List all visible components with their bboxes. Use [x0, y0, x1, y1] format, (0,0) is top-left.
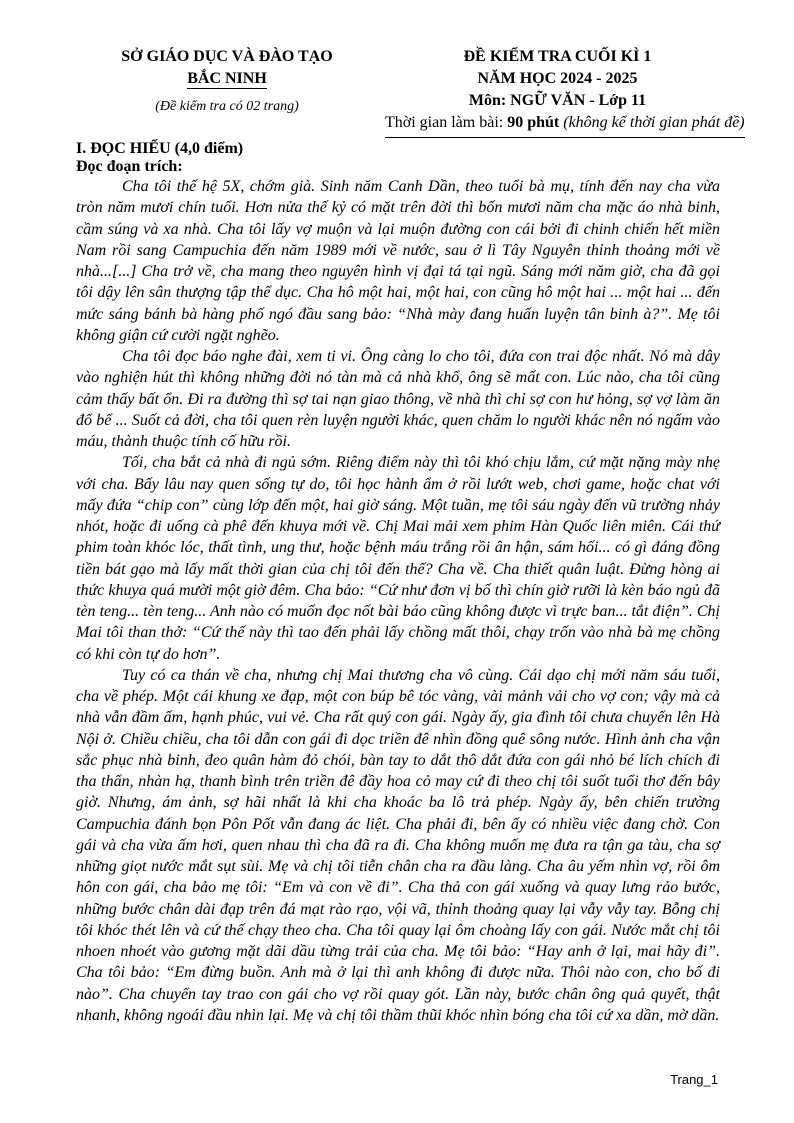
time-note: (không kể thời gian phát đề) — [559, 114, 745, 131]
exam-title: ĐỀ KIỂM TRA CUỐI KÌ 1 — [463, 48, 652, 65]
page-count-note: (Đề kiểm tra có 02 trang) — [155, 99, 299, 114]
time-value: 90 phút — [507, 114, 560, 131]
section-intro: Đọc đoạn trích: — [76, 158, 183, 175]
passage-paragraph: Tuy có ca thán về cha, nhưng chị Mai thương cha vô cùng. Cái dạo chị mới năm sáu tuổi, cha về phép. Một cái khung xe đạp, một con búp bê tóc vàng, vài mảnh vải cho vợ con; vậy mà cả nhà vẫn đầm ấm, hạnh phúc, vui vẻ. Cha rất quý con gái. Ngày ấy, gia đình tôi chưa chuyển lên Hà Nội ở. Chiều chiều, cha tôi dẫn con gái đi dọc triền đê nhìn đồng quê sông nước. Hình ảnh cha vận sắc phục nhà binh, đeo quân hàm đỏ chói, bàn tay to dắt thô dắt đứa con gái nhỏ bé lích chích đi tha thẩn, nhàn hạ, thanh bình trên triền đê đầy hoa cỏ may cứ đi theo chị tôi suốt tuổi thơ đến bây giờ. Nhưng, ám ảnh, sợ hãi nhất là khi cha khoác ba lô trả phép. Ngày ấy, bên chiến trường Campuchia đánh bọn Pôn Pốt vẫn đang ác liệt. Cha phải đi, bên ấy có nhiều việc đang chờ. Con gái và cha vừa ấm hơi, quen nhau thì cha đã ra đi. Cha không muốn mẹ đưa ra tận ga tàu, cha sợ những giọt nước mắt sụt sùi. Mẹ và chị tôi tiễn chân cha ra đầu làng. Cha âu yếm nhìn vợ, rồi ôm hôn con gái, cha bảo mẹ tôi: “Em và con về đi”. Cha thả con gái xuống và quay lưng rảo bước, những bước chân dài đạp trên đá mạt rào rạo, vội vã, thỉnh thoảng quay lại vẫy vẫy tay. Bỗng chị tôi khóc thét lên và cứ thế chạy theo cha. Cha tôi quay lại ôm choàng lấy con gái. Nước mắt chị tôi nhoen nhoét vào gương mặt dãi dầu từng trải của cha. Mẹ tôi bảo: “Hay anh ở lại, mai hãy đi”. Cha tôi bảo: “Em đừng buồn. Anh mà ở lại thì anh không đi được nữa. Thôi nào con, cho bố đi nào”. Cha chuyển tay trao con gái cho vợ rồi quay gót. Lần này, bước chân ông quả quyết, thật nhanh, không ngoái đầu nhìn lại. Mẹ và chị tôi thầm thũi khóc nhìn bóng cha tôi cứ xa dần, mờ dần. — [76, 666, 720, 1024]
department-name: SỞ GIÁO DỤC VÀ ĐÀO TẠO — [121, 48, 333, 65]
reading-section — [76, 140, 720, 1026]
page-number: Trang_1 — [670, 1072, 718, 1087]
time-label: Thời gian làm bài: — [385, 114, 508, 131]
province-name: BẮC NINH — [187, 70, 267, 87]
subject-line: Môn: NGỮ VĂN - Lớp 11 — [468, 92, 647, 109]
passage-paragraph: Tối, cha bắt cả nhà đi ngủ sớm. Riêng điểm này thì tôi khó chịu lắm, cứ mặt nặng mày nhẹ với cha. Bấy lâu nay quen sống tự do, tôi học hành ẩm ở rồi lướt web, chơi game, hoặc chat với mấy đứa “chip con” cùng lớp đến một, hai giờ sáng. Một tuần, mẹ tôi sáu ngày đến vũ trường nhảy nhót, hoặc đi uống cà phê đến khuya mới về. Chị Mai mải xem phim Hàn Quốc liên miên. Cái thứ phim toàn khóc lóc, thất tình, ung thư, hoặc bệnh máu trắng rồi ân hận, sám hối... có gì đáng đồng tiền bát gạo mà lấy mất thời gian của chị tôi đến thế? Cha về. Cha thiết quân luật. Đừng hòng ai thức khuya quá mười một giờ đêm. Cha bảo: “Cứ như đơn vị bố thì chín giờ rưỡi là kèn báo ngủ đã tèn teng... tèn teng... Anh nào có muốn đọc nốt bài báo cũng không được vì trực ban... tắt điện”. Chị Mai tôi than thở: “Cứ thế này thì tao đến phải lấy chồng mất thôi, chạy trốn vào nhà bà mẹ chồng có khi còn tự do hơn”. — [76, 454, 720, 663]
school-year: NĂM HỌC 2024 - 2025 — [477, 70, 638, 87]
passage-paragraph: Cha tôi thế hệ 5X, chớm già. Sinh năm Canh Dần, theo tuổi bà mụ, tính đến nay cha vừa tròn năm mươi chín tuổi. Hơn nửa thế kỷ có mặt trên đời thì bốn mươi năm cha mặc áo nhà binh, cầm súng và xa nhà. Cha tôi lấy vợ muộn và lại muộn đường con cái bởi đi chinh chiến hết miền Nam rồi sang Campuchia đến năm 1989 mới về nước, sau ở lì Tây Nguyên thỉnh thoảng mới về nhà...[...] Cha trở về, cha mang theo nguyên hình vị đại tá tại ngũ. Sáng mới năm giờ, cha đã gọi tôi dậy lên sân thượng tập thể dục. Cha hô một hai, một hai, con cũng hô một hai ... một hai ... đến mức sáng bánh bà hàng phố ngó đầu sang bảo: “Nhà mày đang huấn luyện tân binh à?”. Mẹ tôi không giận cứ cười ngặt nghẽo. — [76, 178, 720, 344]
section-title: I. ĐỌC HIỂU (4,0 điểm) — [76, 140, 244, 157]
passage-paragraph: Cha tôi đọc báo nghe đài, xem ti vi. Ông càng lo cho tôi, đứa con trai độc nhất. Nó mà dây vào nghiện hút thì không những đời nó tàn mà cả nhà khổ, ông sẽ mất con. Lúc nào, cha tôi cũng cảm thấy bất ổn. Đi ra đường thì sợ tai nạn giao thông, về nhà thì chỉ sợ con hư hỏng, sợ vợ làm ăn đổ bể ... Suốt cả đời, cha tôi quen rèn luyện người khác, quen chăm lo người khác nên nó ngấm vào máu, thành thuộc tính cố hữu rồi. — [76, 348, 720, 450]
header-left — [82, 46, 372, 118]
header-right — [385, 46, 745, 138]
time-line — [385, 112, 745, 138]
